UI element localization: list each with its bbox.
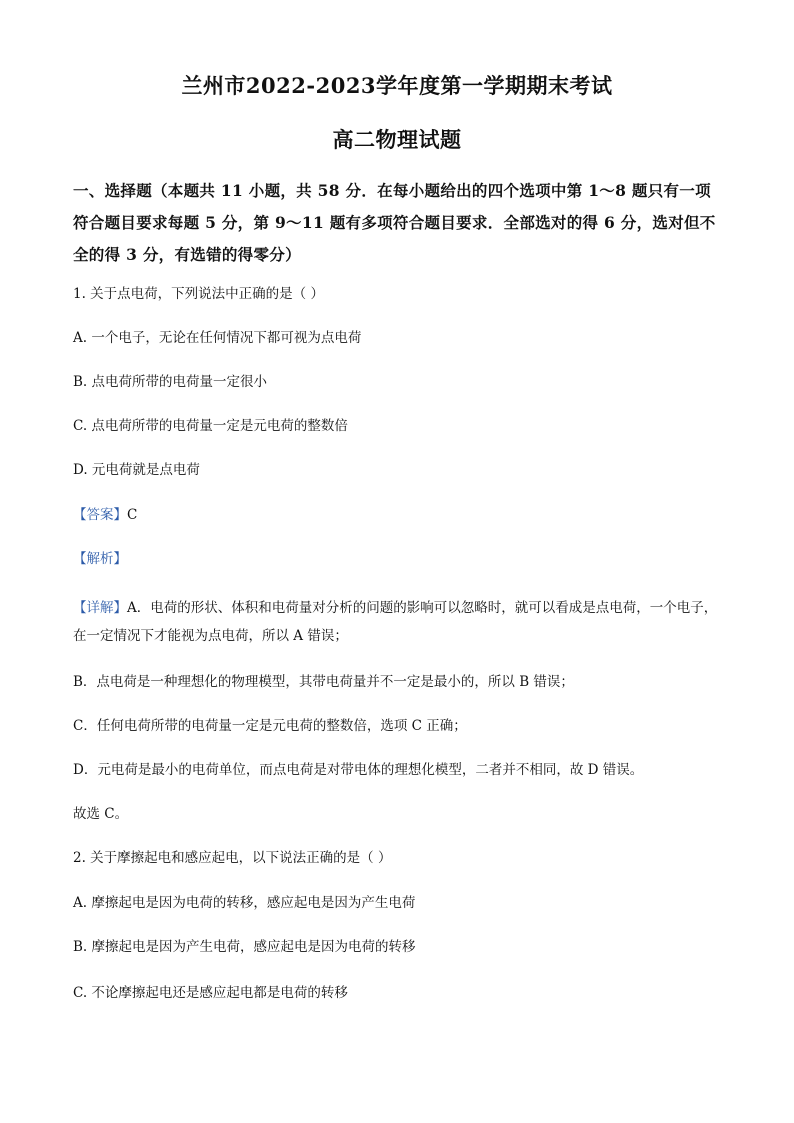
detail-line-b: B．点电荷是一种理想化的物理模型，其带电荷量并不一定是最小的，所以 B 错误； <box>73 674 574 690</box>
q1-option-b: B. 点电荷所带的电荷量一定很小 <box>73 374 268 390</box>
q1-option-d: D. 元电荷就是点电荷 <box>73 462 200 478</box>
q2-option-b: B. 摩擦起电是因为产生电荷，感应起电是因为电荷的转移 <box>73 939 416 955</box>
detail-conclusion: 故选 C。 <box>73 806 129 822</box>
q2-option-c: C. 不论摩擦起电还是感应起电都是电荷的转移 <box>73 985 348 1001</box>
q1-stem: 1. 关于点电荷，下列说法中正确的是（ ） <box>73 286 324 302</box>
detail-line-d: D．元电荷是最小的电荷单位，而点电荷是对带电体的理想化模型，二者并不相同，故 D 错误。 <box>73 762 644 778</box>
document-subtitle: 高二物理试题 <box>332 127 462 152</box>
q2-option-a: A. 摩擦起电是因为电荷的转移，感应起电是因为产生电荷 <box>73 895 416 911</box>
document-title: 兰州市2022-2023学年度第一学期期末考试 <box>181 73 613 98</box>
detail-line-c: C．任何电荷所带的电荷量一定是元电荷的整数倍，选项 C 正确； <box>73 718 467 734</box>
q1-option-c: C. 点电荷所带的电荷量一定是元电荷的整数倍 <box>73 418 348 434</box>
q2-stem: 2. 关于摩擦起电和感应起电，以下说法正确的是（ ） <box>73 850 392 866</box>
analysis-label: 【解析】 <box>73 551 127 567</box>
q1-detail <box>73 594 723 650</box>
q1-answer <box>73 505 733 525</box>
answer-label: 【答案】 <box>73 507 127 523</box>
q1-analysis <box>73 549 733 569</box>
answer-value: C <box>127 507 138 523</box>
detail-line-a <box>73 594 723 650</box>
q1-option-a: A. 一个电子，无论在任何情况下都可视为点电荷 <box>73 330 362 346</box>
section-heading: 一、选择题（本题共 11 小题，共 58 分．在每小题给出的四个选项中第 1～8 题只有一项符合题目要求每题 5 分，第 9～11 题有多项符合题目要求．全部选对的得 6 分，选对但不全的得 3 分，有选错的得零分） <box>73 181 716 264</box>
detail-label: 【详解】 <box>73 600 127 616</box>
detail-text-a: A．电荷的形状、体积和电荷量对分析的问题的影响可以忽略时，就可以看成是点电荷，一个电子，在一定情况下才能视为点电荷，所以 A 错误； <box>73 600 718 644</box>
